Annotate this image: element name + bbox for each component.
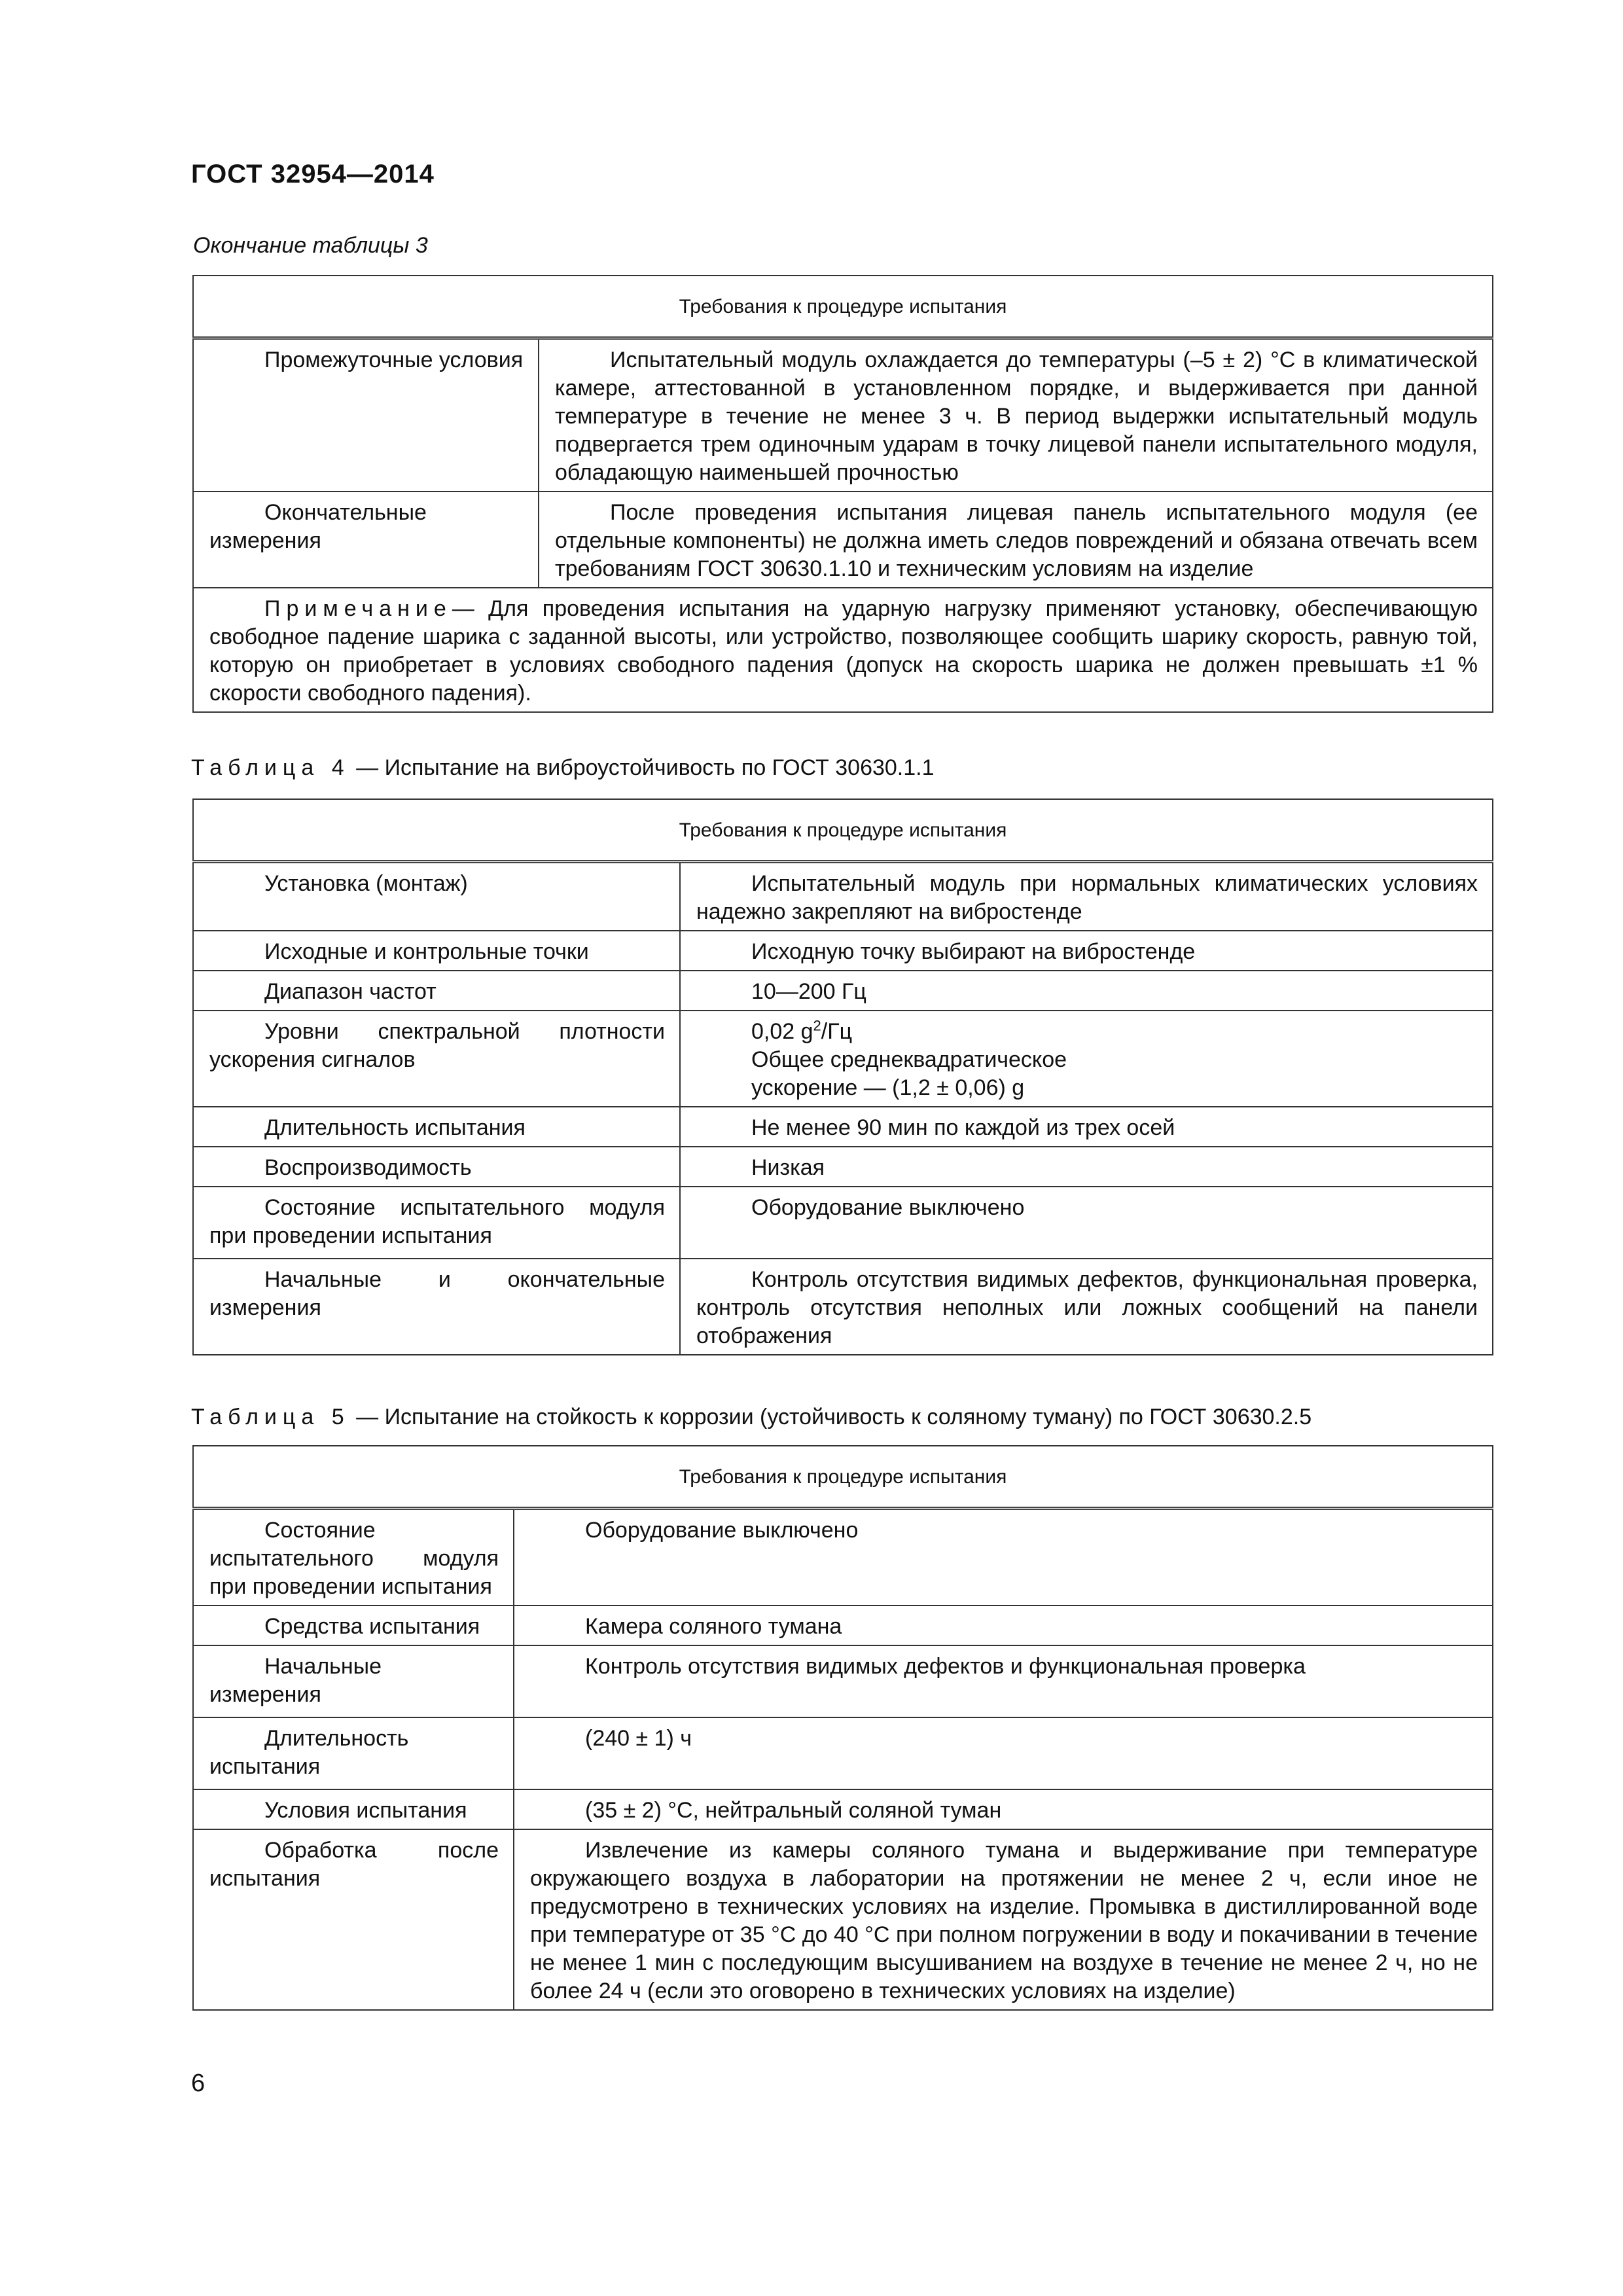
table5-caption-text: — Испытание на стойкость к коррозии (устойчивость к соляному туману) по ГОСТ 30630.2.5: [349, 1405, 1312, 1429]
row-text: Испытательный модуль при нормальных климатических условиях надежно закрепляют на вибростенде: [680, 862, 1493, 931]
row-text: Низкая: [680, 1147, 1493, 1187]
row-text: Оборудование выключено: [514, 1509, 1493, 1606]
row-label: Уровни спектральной плотности ускорения сигналов: [193, 1011, 680, 1107]
row-label: Обработка после испытания: [193, 1829, 514, 2010]
row-text: Контроль отсутствия видимых дефектов, функциональная проверка, контроль отсутствия неполных или ложных сообщений на панели отображения: [680, 1259, 1493, 1355]
document-header: ГОСТ 32954—2014: [191, 160, 435, 188]
table-note-row: [193, 588, 1493, 712]
row-text: [680, 1011, 1493, 1107]
row-text: (35 ± 2) °С, нейтральный соляной туман: [514, 1789, 1493, 1829]
table3-header: Требования к процедуре испытания: [193, 276, 1493, 338]
table-row: [193, 1187, 1493, 1259]
table4-caption-label: Таблица 4: [191, 755, 350, 780]
note-text: — Для проведения испытания на ударную нагрузку применяют установку, обеспечивающую свободное падение шарика с заданной высоты, или устройство, позволяющее сообщить шарику скорость, равную той, которую он приобретает в условиях свободного падения (допуск на скорость шарика не должен превышать ±1 % скорости свободного падения).: [209, 596, 1478, 706]
table3-continuation-caption: Окончание таблицы 3: [193, 233, 428, 258]
table-row: [193, 338, 1493, 492]
row-text-line: ускорение — (1,2 ± 0,06) g: [751, 1075, 1025, 1100]
table4: [192, 798, 1493, 1355]
table-row: [193, 1011, 1493, 1107]
table-row: [193, 1829, 1493, 2010]
row-text: После проведения испытания лицевая панель испытательного модуля (ее отдельные компоненты) не должна иметь следов повреждений и обязана отвечать всем требованиям ГОСТ 30630.1.10 и техническим условиям на изделие: [539, 492, 1493, 588]
table-row: [193, 1259, 1493, 1355]
table-row: [193, 1645, 1493, 1717]
row-label: Исходные и контрольные точки: [193, 931, 680, 971]
table4-caption: [191, 755, 935, 781]
table5: [192, 1445, 1493, 2011]
table-row: [193, 1605, 1493, 1645]
table-row: [193, 1717, 1493, 1789]
row-label: Средства испытания: [193, 1605, 514, 1645]
row-text: Контроль отсутствия видимых дефектов и функциональная проверка: [514, 1645, 1493, 1717]
row-label: Условия испытания: [193, 1789, 514, 1829]
row-label: Окончательные измерения: [193, 492, 539, 588]
table-header-row: [193, 276, 1493, 338]
table5-caption-label: Таблица 5: [191, 1405, 350, 1429]
row-label: Диапазон частот: [193, 971, 680, 1011]
row-text: Не менее 90 мин по каждой из трех осей: [680, 1107, 1493, 1147]
row-label: Состояние испытательного модуля при проведении испытания: [193, 1187, 680, 1259]
table-row: [193, 492, 1493, 588]
row-label: Установка (монтаж): [193, 862, 680, 931]
table5-caption: [191, 1405, 1311, 1430]
row-label: Начальные измерения: [193, 1645, 514, 1717]
row-text: Камера соляного тумана: [514, 1605, 1493, 1645]
row-text: Испытательный модуль охлаждается до температуры (–5 ± 2) °С в климатической камере, аттестованной в установленном порядке, и выдерживается при данной температуре в течение не менее 3 ч. В период выдержки испытательный модуль подвергается трем одиночным ударам в точку лицевой панели испытательного модуля, обладающую наименьшей прочностью: [539, 338, 1493, 492]
row-text: Извлечение из камеры соляного тумана и выдерживание при температуре окружающего воздуха в лаборатории на протяжении не менее 2 ч, если иное не предусмотрено в технических условиях на изделие. Промывка в дистиллированной воде при температуре от 35 °С до 40 °С при полном погружении в воду и покачивании в течение не менее 1 мин с последующим высушиванием на воздухе в течение не менее 2 ч, но не более 24 ч (если это оговорено в технических условиях на изделие): [514, 1829, 1493, 2010]
table-row: [193, 1789, 1493, 1829]
table4-caption-text: — Испытание на виброустойчивость по ГОСТ 30630.1.1: [349, 755, 935, 780]
row-label: Промежуточные условия: [193, 338, 539, 492]
row-label: Длительность испытания: [193, 1717, 514, 1789]
row-text-line: Общее среднеквадратическое: [751, 1047, 1067, 1072]
row-label: Начальные и окончательные измерения: [193, 1259, 680, 1355]
table5-header: Требования к процедуре испытания: [193, 1446, 1493, 1509]
table-header-row: [193, 799, 1493, 862]
table-row: [193, 1147, 1493, 1187]
table-row: [193, 971, 1493, 1011]
table-header-row: [193, 1446, 1493, 1509]
table4-header: Требования к процедуре испытания: [193, 799, 1493, 862]
page-number: 6: [191, 2070, 205, 2097]
row-text: Исходную точку выбирают на вибростенде: [680, 931, 1493, 971]
row-label: Длительность испытания: [193, 1107, 680, 1147]
table-row: [193, 931, 1493, 971]
row-text: 10—200 Гц: [680, 971, 1493, 1011]
row-label: Воспроизводимость: [193, 1147, 680, 1187]
table-row: [193, 1509, 1493, 1606]
note-label: Примечание: [264, 596, 452, 621]
row-text-line: 0,02 $g^2/Гц$: [751, 1017, 853, 1044]
table-row: [193, 862, 1493, 931]
row-label: Состояние испытательного модуля при проведении испытания: [193, 1509, 514, 1606]
row-text: Оборудование выключено: [680, 1187, 1493, 1259]
table3-note: [193, 588, 1493, 712]
row-text: (240 ± 1) ч: [514, 1717, 1493, 1789]
table3: [192, 275, 1493, 713]
table-row: [193, 1107, 1493, 1147]
